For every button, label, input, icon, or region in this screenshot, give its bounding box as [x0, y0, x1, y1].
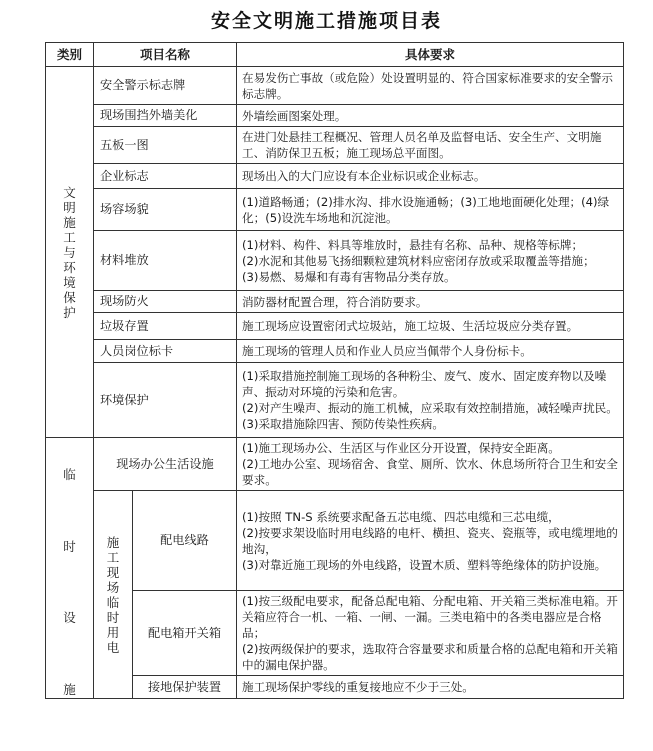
- requirement-line: (2)工地办公室、现场宿舍、食堂、厕所、饮水、休息场所符合卫生和安全要求。: [242, 457, 618, 487]
- table-row: [46, 313, 624, 340]
- item-requirement: [237, 105, 624, 127]
- requirement-line: (1)道路畅通；(2)排水沟、排水设施通畅；(3)工地地面硬化处理；(4)绿化；(5)设洗车场地和沉淀池。: [242, 194, 610, 225]
- requirement-line: 施工现场应设置密闭式垃圾站，施工垃圾、生活垃圾应分类存置。: [242, 319, 579, 333]
- item-requirement: [237, 231, 624, 291]
- header-row: [46, 43, 624, 67]
- table-row: [46, 676, 624, 699]
- requirement-line: (1)按三级配电要求，配备总配电箱、分配电箱、开关箱三类标准电箱。开关箱应符合一机、一箱、一闸、一漏。三类电箱中的各类电器应是合格品；: [242, 594, 618, 640]
- category-label: [46, 438, 93, 698]
- item-name: 环境保护: [94, 363, 237, 438]
- item-requirement: [237, 313, 624, 340]
- category-civilized-construction: [46, 67, 94, 438]
- subcategory-temporary-power: [94, 491, 133, 699]
- table-row: [46, 491, 624, 591]
- item-requirement: [237, 363, 624, 438]
- table-row: [46, 231, 624, 291]
- item-requirement: [237, 164, 624, 189]
- item-name: 垃圾存置: [94, 313, 237, 340]
- subcategory-label: 施工现场临时用电: [106, 534, 120, 655]
- category-temporary-facilities: [46, 438, 94, 699]
- requirement-line: (1)材料、构件、料具等堆放时，悬挂有名称、品种、规格等标牌；: [242, 237, 584, 252]
- item-name: 五板一图: [94, 127, 237, 164]
- measures-table: [45, 42, 624, 699]
- requirement-line: 在进门处悬挂工程概况、管理人员名单及监督电话、安全生产、文明施工、消防保卫五板；施工现场总平面图。: [242, 130, 602, 160]
- table-row: [46, 127, 624, 164]
- category-char: 设: [63, 610, 76, 626]
- item-name: 人员岗位标卡: [94, 340, 237, 363]
- item-name: 企业标志: [94, 164, 237, 189]
- item-requirement: [237, 340, 624, 363]
- category-char: 时: [63, 538, 76, 554]
- requirement-line: (2)水泥和其他易飞扬细颗粒建筑材料应密闭存放或采取覆盖等措施；: [242, 253, 595, 268]
- header-requirement: 具体要求: [237, 43, 624, 67]
- table-row: [46, 591, 624, 676]
- category-label: 文明施工与环境保护: [63, 184, 76, 320]
- requirement-line: 施工现场的管理人员和作业人员应当佩带个人身份标卡。: [242, 344, 532, 358]
- category-char: 临: [63, 467, 76, 482]
- item-requirement: [237, 127, 624, 164]
- requirement-line: (3)对靠近施工现场的外电线路，设置木质、塑料等绝缘体的防护设施。: [242, 557, 607, 572]
- requirement-line: 消防器材配置合理，符合消防要求。: [242, 294, 428, 309]
- requirement-line: 外墙绘画图案处理。: [242, 108, 347, 123]
- item-name: 现场防火: [94, 291, 237, 313]
- category-char: 施: [63, 681, 76, 697]
- item-requirement: [237, 491, 624, 591]
- table-row: [46, 164, 624, 189]
- item-name: 安全警示标志牌: [94, 67, 237, 105]
- table-row: [46, 105, 624, 127]
- requirement-line: 在易发伤亡事故（或危险）处设置明显的、符合国家标准要求的安全警示标志牌。: [242, 70, 614, 101]
- table-row: [46, 67, 624, 105]
- item-requirement: [237, 189, 624, 231]
- item-name: 现场围挡外墙美化: [94, 105, 237, 127]
- table-row: [46, 189, 624, 231]
- requirement-line: (2)按要求架设临时用电线路的电杆、横担、瓷夹、瓷瓶等，或电缆埋地的地沟，: [242, 525, 618, 556]
- item-name: 现场办公生活设施: [94, 438, 237, 491]
- table-row: [46, 291, 624, 313]
- requirement-line: (1)采取措施控制施工现场的各种粉尘、废气、废水、固定废弃物以及噪声、振动对环境的污染和危害。: [242, 369, 607, 399]
- item-requirement: [237, 676, 624, 699]
- item-requirement: [237, 67, 624, 105]
- requirement-line: (3)易燃、易爆和有毒有害物品分类存放。: [242, 269, 456, 284]
- requirement-line: (1)施工现场办公、生活区与作业区分开设置，保持安全距离。: [242, 441, 560, 455]
- requirement-line: 现场出入的大门应设有本企业标识或企业标志。: [242, 169, 486, 183]
- header-item: 项目名称: [94, 43, 237, 67]
- requirement-line: (2)对产生噪声、振动的施工机械，应采取有效控制措施，减轻噪声扰民。: [242, 401, 618, 415]
- item-name: 材料堆放: [94, 231, 237, 291]
- item-requirement: [237, 291, 624, 313]
- requirement-line: (3)采取措施除四害、预防传染性疾病。: [242, 417, 444, 431]
- header-category: 类别: [46, 43, 94, 67]
- item-name: 接地保护装置: [133, 676, 237, 699]
- item-name: 配电线路: [133, 491, 237, 591]
- requirement-line: 施工现场保护零线的重复接地应不少于三处。: [242, 680, 474, 694]
- table-row: [46, 438, 624, 491]
- page-title: 安全文明施工措施项目表: [210, 10, 442, 32]
- requirement-line: (1)按照 TN-S 系统要求配备五芯电缆、四芯电缆和三芯电缆，: [242, 509, 560, 524]
- item-requirement: [237, 591, 624, 676]
- item-name: 场容场貌: [94, 189, 237, 231]
- table-row: [46, 363, 624, 438]
- requirement-line: (2)按两级保护的要求，选取符合容量要求和质量合格的总配电箱和开关箱中的漏电保护器。: [242, 642, 618, 672]
- item-requirement: [237, 438, 624, 491]
- table-row: [46, 340, 624, 363]
- item-name: 配电箱开关箱: [133, 591, 237, 676]
